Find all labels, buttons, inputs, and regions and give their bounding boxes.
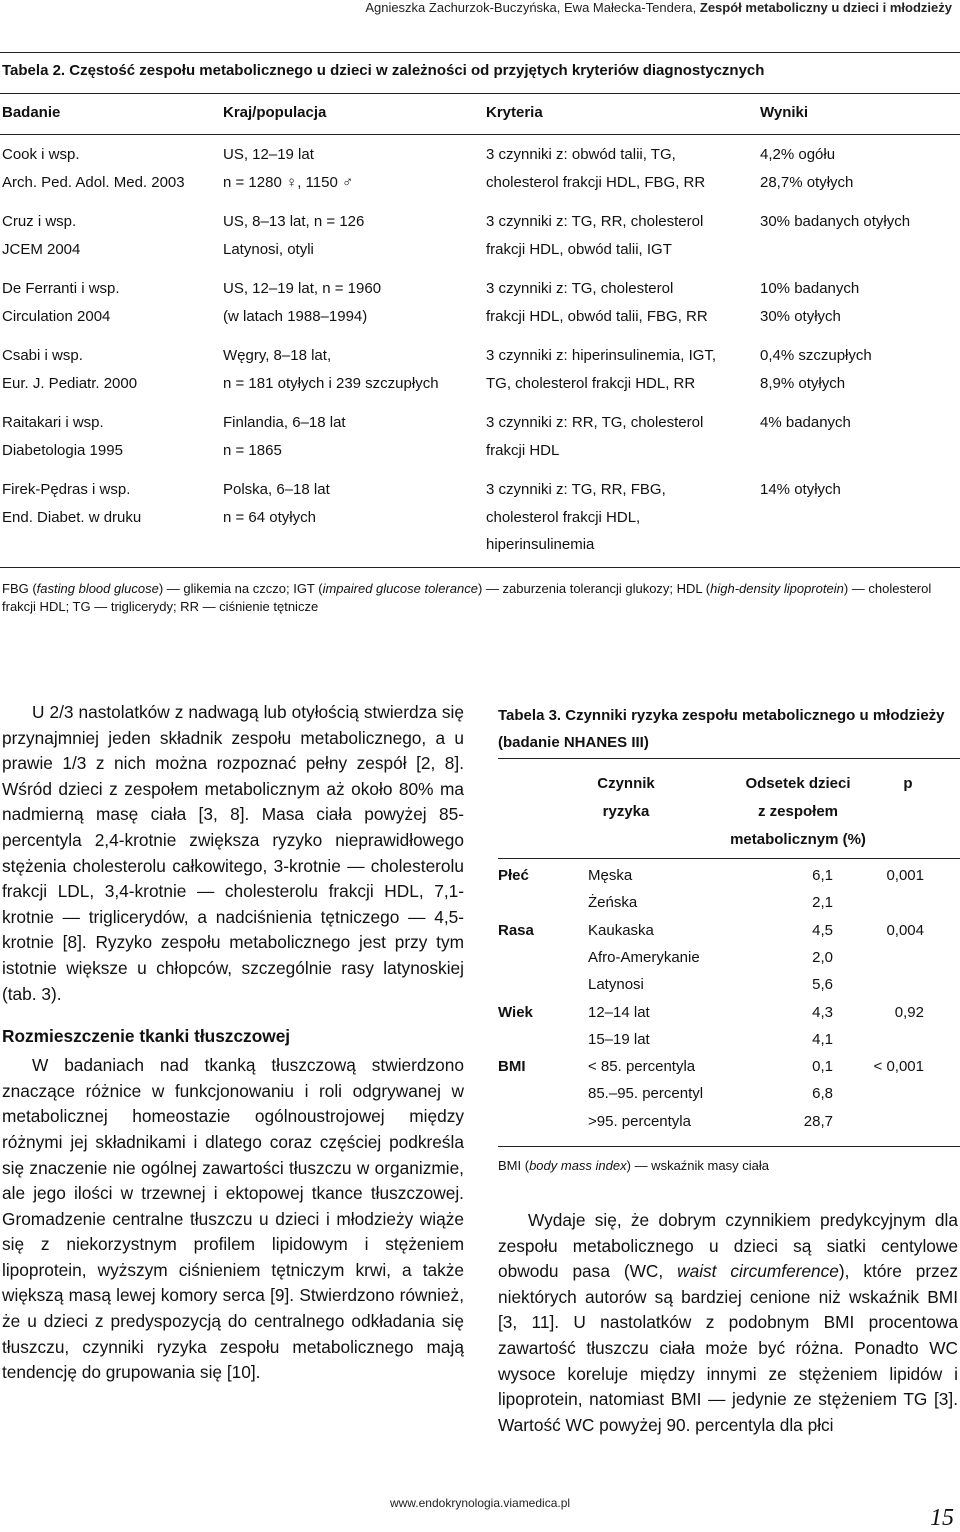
table3-factor: Afro-Amerykanie [588,948,700,966]
table2-cell: Raitakari i wsp. [2,414,104,431]
right-column-text [498,1208,958,1438]
paragraph-text: ), które przez niektórych autorów są bardziej cenione niż wskaźnik BMI [3, 11]. U nastolatków z podobnym BMI procentowa zawartość tłuszczu ciała może być różna. Ponadto WC wysoce koreluje między innymi ze stężeniem lipidów i lipoprotein, natomiast BMI — jedynie ze stężeniem TG [3]. Wartość WC powyżej 90. percentyla dla płci [498,1261,958,1435]
table3-value: 4,1 [812,1030,833,1048]
table2-cell: 10% badanych [760,280,860,297]
table3-factor: Latynosi [588,976,644,994]
table2-header-cell: Badanie [2,104,61,121]
table3-factor: >95. percentyla [588,1112,691,1130]
table3-header-percent [718,770,878,854]
table2-cell: 3 czynniki z: obwód talii, TG, [486,146,676,163]
header-line: Czynnik [597,775,655,792]
footnote-term: body mass index [529,1158,627,1173]
table2-cell: n = 64 otyłych [223,508,316,526]
table2-cell: Cook i wsp. [2,146,80,163]
table3-top-rule [498,758,960,759]
section-heading: Rozmieszczenie tkanki tłuszczowej [2,1026,291,1047]
table2-cell: 3 czynniki z: TG, RR, FBG, [486,481,666,498]
table2-cell: 8,9% otyłych [760,374,846,392]
table2-header-rule [0,134,960,135]
table2-cell: Firek-Pędras i wsp. [2,481,131,498]
table2-cell: frakcji HDL, obwód talii, IGT [486,240,672,258]
table3-group-label: Rasa [498,921,534,939]
table2-cell: 4,2% ogółu [760,146,836,163]
table2-cell: n = 1865 [223,441,282,459]
table2-cell: Cruz i wsp. [2,213,77,230]
table2-cell: US, 8–13 lat, n = 126 [223,213,365,230]
table2-cell: End. Diabet. w druku [2,508,142,526]
table3-group-label: Wiek [498,1003,533,1021]
table2-caption: Tabela 2. Częstość zespołu metabolicznego u dzieci w zależności od przyjętych kryteriów diagnostycznych [2,62,765,79]
table3-value: 0,1 [812,1058,833,1076]
table2-header-cell: Kraj/populacja [223,104,327,121]
table2-bottom-rule [0,567,960,568]
paragraph [498,1208,958,1438]
table2-cell: Latynosi, otyli [223,240,314,258]
table3-p-value: 0,92 [894,1003,924,1021]
table2-cell: 3 czynniki z: hiperinsulinemia, IGT, [486,347,717,364]
footnote-text: ) — cholesterol frakcji HDL; TG — triglicerydy; RR — ciśnienie tętnicze [2,581,932,614]
page-number: 15 [930,1505,954,1531]
left-column-text [2,700,464,1386]
header-line: Odsetek dzieci [745,775,851,792]
table2-cell: 3 czynniki z: TG, RR, cholesterol [486,213,704,230]
table3-factor: Męska [588,867,633,884]
table2-cell: 4% badanych [760,414,851,431]
table2-cell: TG, cholesterol frakcji HDL, RR [486,374,696,392]
table2-cell: 28,7% otyłych [760,173,854,191]
paragraph-text: Wydaje się, że dobrym czynnikiem predykcyjnym dla zespołu metabolicznego u dzieci są siatki centylowe obwodu pasa (WC, [498,1210,958,1282]
table2-cell: 30% badanych otyłych [760,213,911,230]
table2-cell: 3 czynniki z: TG, cholesterol [486,280,674,297]
table3-factor: Kaukaska [588,921,654,939]
table2-cell: Csabi i wsp. [2,347,83,364]
footer-url: www.endokrynologia.viamedica.pl [389,1496,571,1510]
table3-value: 28,7 [803,1112,833,1130]
table2-cell: De Ferranti i wsp. [2,280,120,297]
table2-cell: n = 1280 ♀, 1150 ♂ [223,173,354,191]
table3-value: 6,8 [812,1085,833,1103]
table2-cell: Węgry, 8–18 lat, [223,347,332,364]
table2-header-cell: Kryteria [486,104,543,121]
table2-caption-rule [0,93,960,94]
header-line: z zespołem [757,803,839,820]
paragraph: U 2/3 nastolatków z nadwagą lub otyłością stwierdza się przynajmniej jeden składnik zespołu metabolicznego, a u prawie 1/3 z nich można rozpoznać pełny zespół [2, 8]. Wśród dzieci z zespołem metabolicznym aż około 80% ma nadmierną masę ciała [3, 8]. Masa ciała powyżej 85-percentyla 2,4-krotnie zwiększa ryzyko nieprawidłowego stężenia cholesterolu całkowitego, 3-krotnie — cholesterolu frakcji LDL, 3,4-krotnie — cholesterolu frakcji HDL, 7,1-krotnie — triglicerydów, a nadciśnienia tętniczego — 4,5-krotnie [8]. Ryzyko zespołu metabolicznego jest przy tym istotnie większe u chłopców, szczególnie rasy latynoskiej (tab. 3). [2,702,464,1004]
table3-factor: 85.–95. percentyl [588,1085,704,1103]
table2-cell: cholesterol frakcji HDL, [486,508,641,526]
table3-group-label: BMI [498,1058,526,1076]
table3-group-label: Płeć [498,867,529,884]
table3-value: 5,6 [812,976,833,994]
table2-cell: Arch. Ped. Adol. Med. 2003 [2,173,185,191]
footnote-text: ) — glikemia na czczo; IGT ( [158,581,323,596]
header-line: metabolicznym (%) [730,831,866,848]
table3-header-p: p [903,775,913,792]
table3-value: 2,0 [812,948,833,966]
footnote-term: high-density lipoprotein [710,581,844,596]
table3-factor: Żeńska [588,894,638,912]
table2-cell: 14% otyłych [760,481,841,498]
table3-caption: Tabela 3. Czynniki ryzyka zespołu metabolicznego u młodzieży (badanie NHANES III) [498,707,945,751]
table2-cell: Finlandia, 6–18 lat [223,414,346,431]
table3-factor: < 85. percentyla [588,1058,696,1076]
table3-footnote [498,1158,769,1173]
table3-factor: 15–19 lat [588,1030,650,1048]
footnote-term: fasting blood glucose [36,581,159,596]
footnote-text: FBG ( [2,581,37,596]
table2-cell: frakcji HDL [486,441,560,459]
table2-footnote [2,580,958,616]
table2-cell: Polska, 6–18 lat [223,481,330,498]
table2-cell: 0,4% szczupłych [760,347,872,364]
running-header [365,0,952,15]
table2-cell: n = 181 otyłych i 239 szczupłych [223,374,439,392]
table3-p-value: < 0,001 [873,1058,924,1076]
table3-value: 2,1 [812,894,833,912]
footnote-text: ) — wskaźnik masy ciała [626,1158,769,1173]
table3-factor: 12–14 lat [588,1003,650,1021]
table2-cell: JCEM 2004 [2,240,81,258]
table3-value: 6,1 [812,867,833,884]
table2-cell: (w latach 1988–1994) [223,307,368,325]
table2-header-cell: Wyniki [760,104,809,121]
table3-header-rule [498,858,960,859]
table3-value: 4,5 [812,921,833,939]
table2-cell: US, 12–19 lat [223,146,314,163]
table2-top-rule [0,52,960,53]
paragraph: W badaniach nad tkanką tłuszczową stwierdzono znaczące różnice w funkcjonowaniu i roli odgrywanej w metabolicznej homeostazie ogólnoustrojowej między różnymi jej składnikami i dlatego coraz częściej podkreśla się znaczenie nie ogólnej zawartości tłuszczu w organizmie, ale jego ilości w trzewnej i ektopowej tkance tłuszczowej. Gromadzenie centralne tłuszczu u dzieci i młodzieży wiąże się z niekorzystnym profilem lipidowym i stężeniem lipoprotein, wyższym ciśnieniem tętniczym krwi, a także większą masą lewej komory serca [9]. Stwierdzono również, że u dzieci z predyspozycją do centralnego odkładania się tłuszczu, czynniki ryzyka zespołu metabolicznego mają tendencję do grupowania się [10]. [2,1055,464,1383]
header-title: Zespół metaboliczny u dzieci i młodzieży [699,0,952,15]
header-line: ryzyka [602,803,650,820]
table2-cell: hiperinsulinemia [486,536,595,553]
table2-cell: cholesterol frakcji HDL, FBG, RR [486,173,706,191]
table2-cell: 3 czynniki z: RR, TG, cholesterol [486,414,704,431]
table2-cell: Circulation 2004 [2,307,111,325]
table2-cell: Eur. J. Pediatr. 2000 [2,374,138,392]
paragraph-term: waist circumference [677,1261,839,1282]
table2-cell: 30% otyłych [760,307,841,325]
footnote-term: impaired glucose tolerance [322,581,478,596]
footnote-text: ) — zaburzenia tolerancji glukozy; HDL ( [477,581,711,596]
table3-p-value: 0,001 [886,867,924,884]
table2-cell: US, 12–19 lat, n = 1960 [223,280,382,297]
table3-bottom-rule [498,1146,960,1147]
table3-p-value: 0,004 [886,921,924,939]
header-authors: Agnieszka Zachurzok-Buczyńska, Ewa Małecka-Tendera, [365,0,697,15]
footnote-text: BMI ( [498,1158,530,1173]
table2-cell: Diabetologia 1995 [2,441,123,459]
table2-cell: frakcji HDL, obwód talii, FBG, RR [486,307,708,325]
table3-value: 4,3 [812,1003,833,1021]
table3-header-factor [576,770,676,826]
